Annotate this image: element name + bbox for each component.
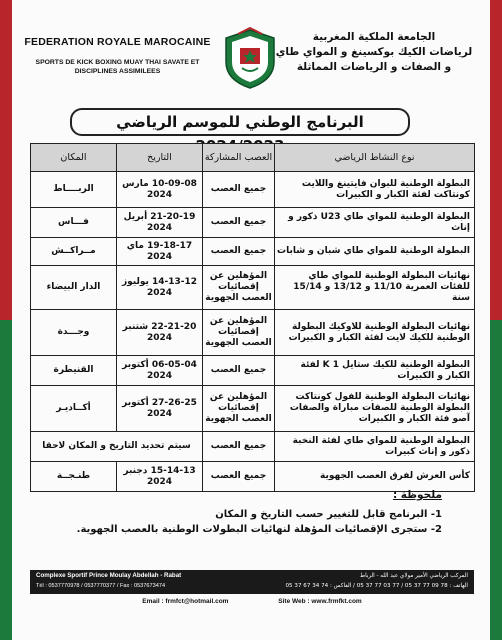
cell-activity: البطولة الوطنية للبوان فايتينغ واللايت كونتاكت لفئة الكبار و الكبيرات — [275, 172, 475, 208]
letterhead-french — [20, 36, 215, 76]
footer-phone-fr: Tél : 0537770978 / 0537770377 / Fax : 0537673474 — [36, 583, 166, 589]
header-place: المكان — [31, 144, 117, 172]
cell-place: مــراكــش — [31, 238, 117, 266]
cell-place: أكــاديـر — [31, 386, 117, 432]
table-row — [31, 462, 475, 492]
federation-name-ar-2: لرياضات الكيك بوكسينغ و المواي طاي — [275, 46, 473, 58]
cell-place: الربــــاط — [31, 172, 117, 208]
table-row — [31, 310, 475, 356]
footer-address-ar: المركب الرياضي الأمير مولاي عبد الله - الرباط — [359, 573, 468, 579]
cell-date: 22-21-20 شتنبر 2024 — [117, 310, 203, 356]
cell-teams: جميع العصب — [203, 432, 275, 462]
cell-date-place-tbd: سيتم تحديد التاريخ و المكان لاحقا — [31, 432, 203, 462]
table-header-row — [31, 144, 475, 172]
cell-activity: البطولة الوطنية للكيك ستايل K 1 لفئة الكبار و الكبيرات — [275, 356, 475, 386]
cell-place: فـــاس — [31, 208, 117, 238]
cell-activity: البطولة الوطنية للمواي طاي لفئة النخبة ذكور و إناث كبيرات — [275, 432, 475, 462]
cell-place: طنـجــة — [31, 462, 117, 492]
federation-name-ar-3: و الصفات و الرياضات المماثلة — [296, 61, 452, 73]
notes-section — [62, 488, 442, 537]
footer-bar — [30, 570, 474, 594]
federation-subtitle-fr: SPORTS DE KICK BOXING MUAY THAI SAVATE ET DISCIPLINES ASSIMILEES — [35, 59, 200, 75]
cell-activity: البطولة الوطنية للمواي طاي U23 ذكور و إناث — [275, 208, 475, 238]
footer-email: Email : frmfct@hotmail.com — [142, 598, 229, 605]
footer-phone-ar: الهاتف : 78 09 77 37 05 / 77 03 77 37 05 / الفاكس : 74 34 67 37 05 — [285, 583, 468, 589]
note-item: 2- ستجرى الإقصائيات المؤهلة لنهائيات البطولات الوطنية بالعصب الجهوية. — [76, 524, 442, 535]
table-row — [31, 356, 475, 386]
cell-teams: جميع العصب — [203, 462, 275, 492]
cell-date: 21-20-19 أبريل 2024 — [117, 208, 203, 238]
table-row — [31, 172, 475, 208]
table-row — [31, 386, 475, 432]
cell-activity: نهائيات البطولة الوطنية للفول كونتاكت البطولة الوطنية للصفات مباراة والصفات آصو فئة الكبار و الكبيرات — [275, 386, 475, 432]
footer-website: Site Web : www.frmfkt.com — [278, 598, 362, 605]
header-date: التاريخ — [117, 144, 203, 172]
left-color-band — [0, 0, 12, 640]
cell-activity: كأس العرش لفرق العصب الجهوية — [275, 462, 475, 492]
cell-activity: البطولة الوطنية للمواي طاي شبان و شابات — [275, 238, 475, 266]
table-row — [31, 432, 475, 462]
cell-teams: جميع العصب — [203, 238, 275, 266]
footer-french — [36, 571, 181, 591]
cell-activity: نهائيات البطولة الوطنية للاوكيك البطولة الوطنية للكيك لايت لفئة الكبار و الكبيرات — [275, 310, 475, 356]
header-activity: نوع النشاط الرياضي — [275, 144, 475, 172]
right-color-band — [490, 0, 502, 640]
table-row — [31, 266, 475, 310]
note-item: 1- البرنامج قابل للتغيير حسب التاريخ و المكان — [215, 509, 442, 520]
footer-contact — [30, 598, 474, 605]
cell-teams: جميع العصب — [203, 172, 275, 208]
cell-place: القنيطرة — [31, 356, 117, 386]
table-row — [31, 208, 475, 238]
cell-date: 19-18-17 ماي 2024 — [117, 238, 203, 266]
cell-teams: المؤهلين عن إقصائيات العصب الجهوية — [203, 310, 275, 356]
cell-date: 06-05-04 أكتوبر 2024 — [117, 356, 203, 386]
cell-date: 27-26-25 أكتوبر 2024 — [117, 386, 203, 432]
cell-date: 14-13-12 يوليوز 2024 — [117, 266, 203, 310]
cell-date: 10-09-08 مارس 2024 — [117, 172, 203, 208]
letterhead — [20, 22, 482, 102]
cell-teams: المؤهلين عن إقصائيات العصب الجهوية — [203, 386, 275, 432]
federation-name-fr: FEDERATION ROYALE MAROCAINE — [24, 36, 211, 48]
table-row — [31, 238, 475, 266]
cell-activity: نهائيات البطولة الوطنية للمواي طاي للفئات العمرية 11/10 و 13/12 و 15/14 سنة — [275, 266, 475, 310]
cell-teams: المؤهلين عن إقصائيات العصب الجهوية — [203, 266, 275, 310]
cell-place: الدار البيضاء — [31, 266, 117, 310]
cell-teams: جميع العصب — [203, 356, 275, 386]
footer-arabic — [285, 571, 468, 591]
federation-name-ar-1: الجامعة الملكية المغربية — [312, 31, 436, 43]
footer-address-fr: Complexe Sportif Prince Moulay Abdellah - Rabat — [36, 572, 182, 579]
document-title: البرنامج الوطني للموسم الرياضي — [70, 108, 410, 136]
program-table — [30, 143, 475, 492]
notes-title: ملحوظة : — [392, 489, 442, 501]
federation-logo-icon — [222, 26, 278, 90]
letterhead-arabic — [274, 30, 474, 75]
header-teams: العصب المشاركة — [203, 144, 275, 172]
cell-place: وجـــدة — [31, 310, 117, 356]
cell-teams: جميع العصب — [203, 208, 275, 238]
cell-date: 15-14-13 دجنبر 2024 — [117, 462, 203, 492]
